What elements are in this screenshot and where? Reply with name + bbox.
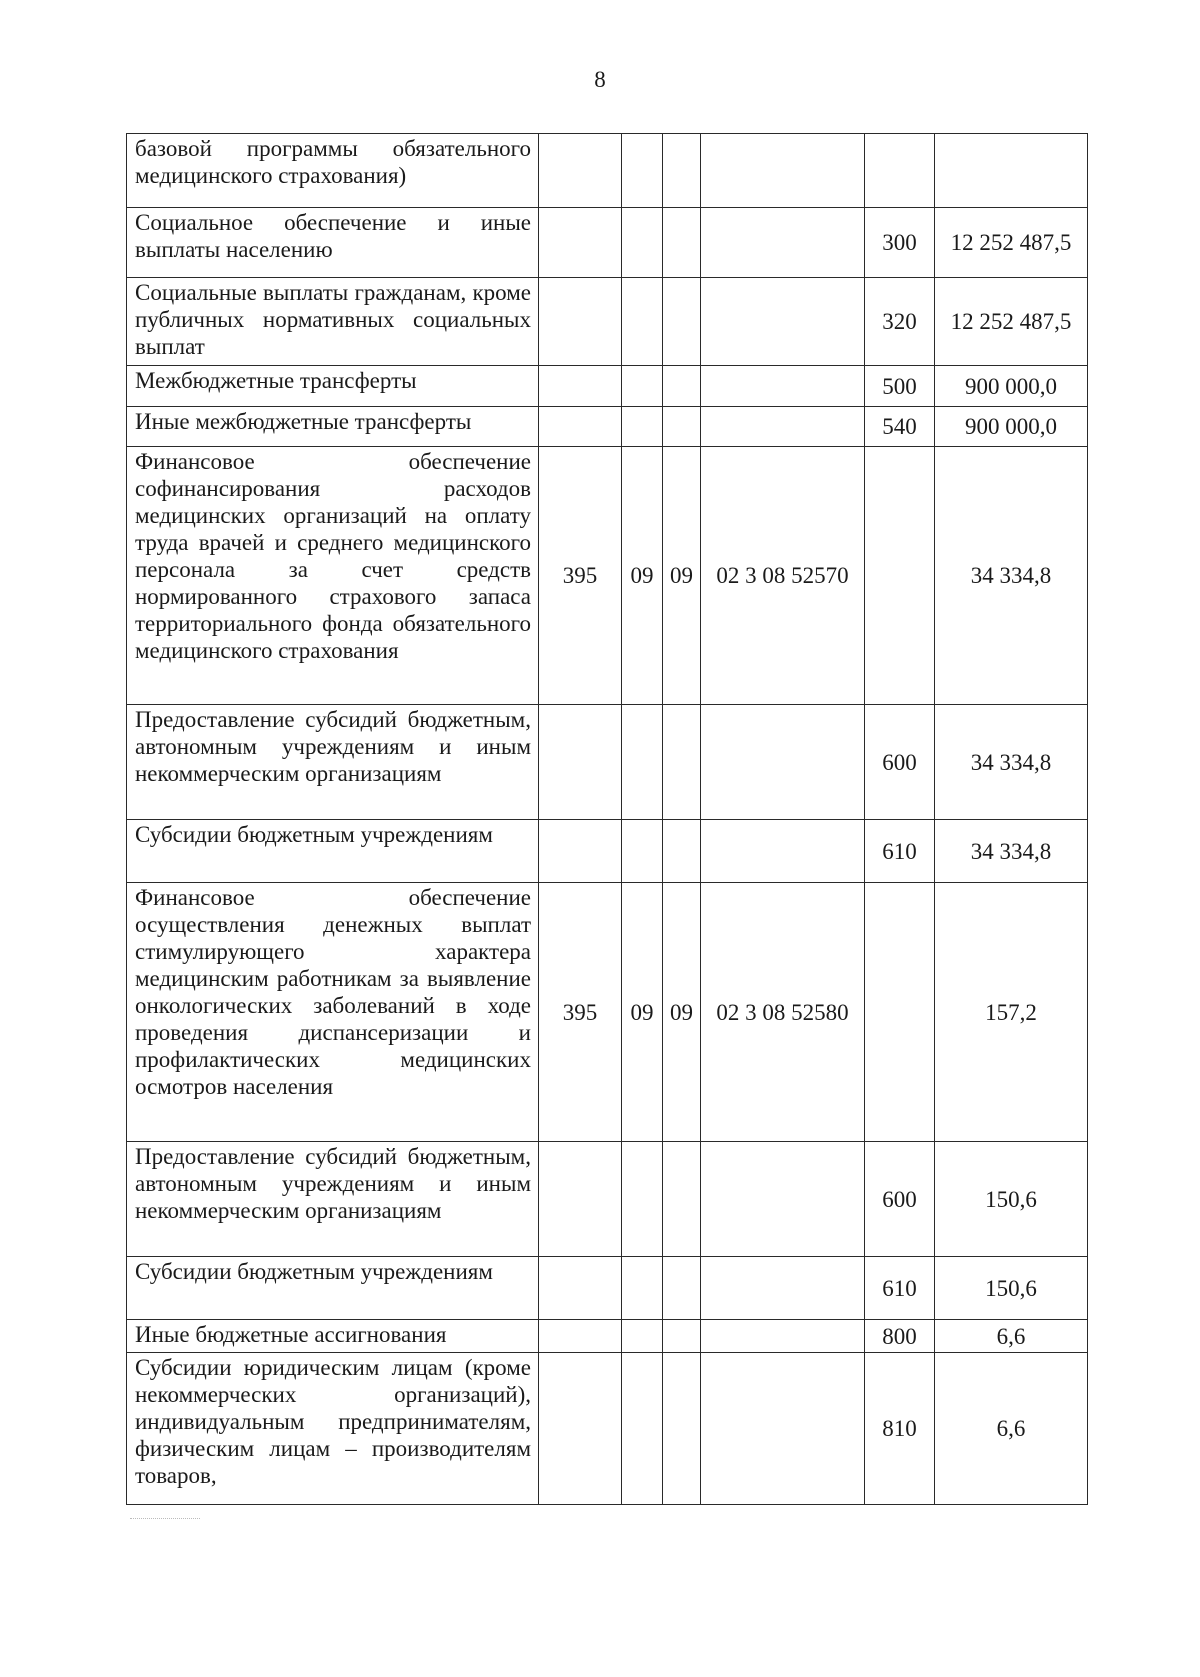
row-name: Финансовое обеспечение осуществления денежных выплат стимулирующего характера медицинским работникам за выявление онкологических заболеваний в ходе проведения диспансеризации и профилактических медицинских осмотров населения [127, 883, 539, 1142]
target-article-code [701, 705, 865, 820]
target-article-code: 02 3 08 52580 [701, 883, 865, 1142]
page-number: 8 [594, 67, 606, 92]
subsection-code [663, 208, 701, 278]
row-name: Социальное обеспечение и иные выплаты населению [127, 208, 539, 278]
subsection-code: 09 [663, 447, 701, 705]
subsection-code [663, 278, 701, 366]
amount: 150,6 [935, 1257, 1088, 1320]
target-article-code [701, 366, 865, 407]
ved-code: 395 [539, 883, 622, 1142]
row-name: Финансовое обеспечение софинансирования расходов медицинских организаций на оплату труда врачей и среднего медицинского персонала за счет средств нормированного страхового запаса территориального фонда обязательного медицинского страхования [127, 447, 539, 705]
amount: 157,2 [935, 883, 1088, 1142]
subsection-code [663, 366, 701, 407]
ved-code [539, 1320, 622, 1353]
amount: 34 334,8 [935, 705, 1088, 820]
row-name: Социальные выплаты гражданам, кроме публичных нормативных социальных выплат [127, 278, 539, 366]
table-row [127, 705, 1088, 820]
target-article-code [701, 1257, 865, 1320]
subsection-code [663, 1353, 701, 1505]
expense-type-code [865, 134, 935, 208]
subsection-code [663, 407, 701, 447]
amount: 12 252 487,5 [935, 208, 1088, 278]
ved-code [539, 1353, 622, 1505]
table-row [127, 447, 1088, 705]
amount: 6,6 [935, 1320, 1088, 1353]
row-name: Субсидии бюджетным учреждениям [127, 1257, 539, 1320]
section-code [622, 278, 663, 366]
target-article-code: 02 3 08 52570 [701, 447, 865, 705]
amount: 900 000,0 [935, 407, 1088, 447]
subsection-code [663, 134, 701, 208]
subsection-code [663, 1142, 701, 1257]
table-row [127, 208, 1088, 278]
expense-type-code: 810 [865, 1353, 935, 1505]
target-article-code [701, 134, 865, 208]
section-code: 09 [622, 883, 663, 1142]
expense-type-code: 320 [865, 278, 935, 366]
target-article-code [701, 1320, 865, 1353]
ved-code [539, 134, 622, 208]
amount [935, 134, 1088, 208]
table-row [127, 1353, 1088, 1505]
ved-code [539, 820, 622, 883]
target-article-code [701, 208, 865, 278]
target-article-code [701, 1353, 865, 1505]
ved-code [539, 407, 622, 447]
subsection-code [663, 1257, 701, 1320]
table-row [127, 883, 1088, 1142]
amount: 12 252 487,5 [935, 278, 1088, 366]
table-row [127, 134, 1088, 208]
section-code [622, 820, 663, 883]
target-article-code [701, 820, 865, 883]
table-row [127, 278, 1088, 366]
section-code [622, 208, 663, 278]
row-name: Предоставление субсидий бюджетным, автономным учреждениям и иным некоммерческим организациям [127, 705, 539, 820]
row-name: Иные межбюджетные трансферты [127, 407, 539, 447]
scan-artifact [130, 1518, 200, 1520]
section-code [622, 134, 663, 208]
table-row [127, 1320, 1088, 1353]
table-row [127, 366, 1088, 407]
subsection-code [663, 1320, 701, 1353]
table-row [127, 1142, 1088, 1257]
expense-type-code: 540 [865, 407, 935, 447]
expense-type-code: 500 [865, 366, 935, 407]
expense-type-code: 610 [865, 820, 935, 883]
row-name: базовой программы обязательного медицинского страхования) [127, 134, 539, 208]
section-code [622, 1142, 663, 1257]
section-code [622, 705, 663, 820]
row-name: Субсидии бюджетным учреждениям [127, 820, 539, 883]
table-row [127, 820, 1088, 883]
row-name: Иные бюджетные ассигнования [127, 1320, 539, 1353]
table-row [127, 407, 1088, 447]
table-row [127, 1257, 1088, 1320]
amount: 900 000,0 [935, 366, 1088, 407]
row-name: Предоставление субсидий бюджетным, автономным учреждениям и иным некоммерческим организациям [127, 1142, 539, 1257]
expense-type-code: 600 [865, 1142, 935, 1257]
ved-code [539, 1142, 622, 1257]
amount: 34 334,8 [935, 820, 1088, 883]
expense-type-code: 600 [865, 705, 935, 820]
ved-code [539, 1257, 622, 1320]
section-code: 09 [622, 447, 663, 705]
expense-type-code: 800 [865, 1320, 935, 1353]
ved-code [539, 278, 622, 366]
target-article-code [701, 407, 865, 447]
section-code [622, 366, 663, 407]
target-article-code [701, 278, 865, 366]
expense-type-code: 610 [865, 1257, 935, 1320]
section-code [622, 1353, 663, 1505]
subsection-code [663, 705, 701, 820]
section-code [622, 1320, 663, 1353]
expense-type-code [865, 883, 935, 1142]
amount: 34 334,8 [935, 447, 1088, 705]
expense-type-code: 300 [865, 208, 935, 278]
section-code [622, 407, 663, 447]
subsection-code: 09 [663, 883, 701, 1142]
ved-code [539, 366, 622, 407]
ved-code [539, 705, 622, 820]
amount: 6,6 [935, 1353, 1088, 1505]
expense-type-code [865, 447, 935, 705]
ved-code: 395 [539, 447, 622, 705]
row-name: Межбюджетные трансферты [127, 366, 539, 407]
row-name: Субсидии юридическим лицам (кроме некоммерческих организаций), индивидуальным предпринимателям, физическим лицам – производителям товаров, [127, 1353, 539, 1505]
budget-table [126, 133, 1088, 1505]
ved-code [539, 208, 622, 278]
target-article-code [701, 1142, 865, 1257]
section-code [622, 1257, 663, 1320]
subsection-code [663, 820, 701, 883]
amount: 150,6 [935, 1142, 1088, 1257]
